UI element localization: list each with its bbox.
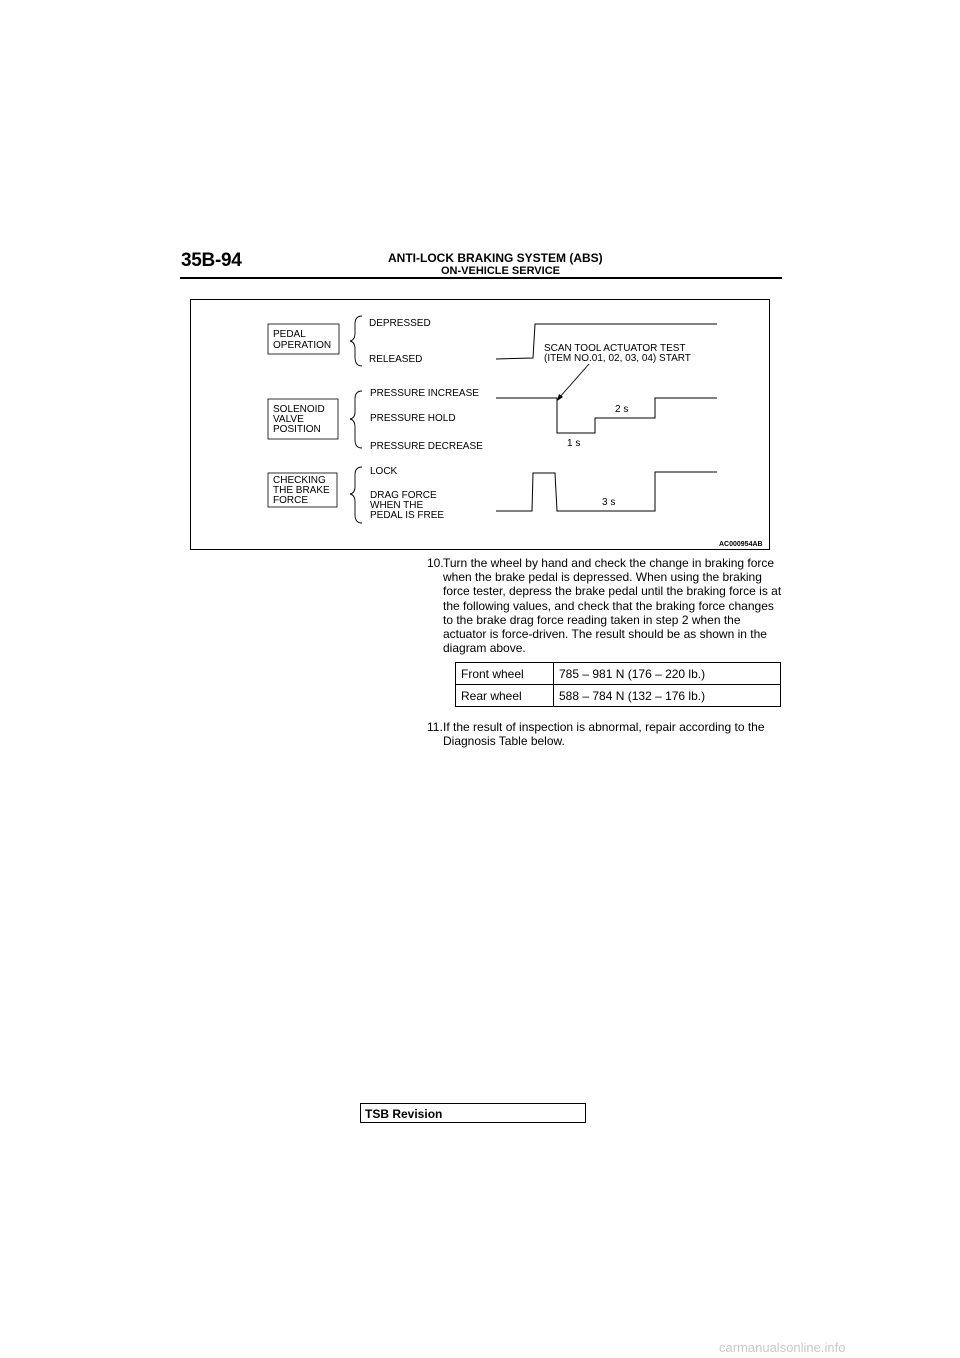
solenoid-waveform	[496, 398, 717, 433]
step-11	[427, 720, 787, 748]
step-11-number: 11.	[427, 720, 443, 734]
step-10	[427, 556, 787, 655]
state-lock: LOCK	[370, 466, 398, 477]
timing-diagram	[190, 299, 770, 550]
watermark[interactable]: carmanualsonline.info	[719, 1340, 846, 1355]
state-drag-force-line3: PEDAL IS FREE	[370, 510, 445, 521]
table-row	[456, 663, 781, 685]
row1-brace	[350, 316, 362, 366]
tsb-revision-box: TSB Revision	[360, 1103, 586, 1123]
braking-force-table	[455, 662, 781, 707]
timing-diagram-svg	[191, 300, 771, 551]
state-depressed: DEPRESSED	[369, 318, 431, 329]
state-pressure-hold: PRESSURE HOLD	[370, 413, 456, 424]
row3-label-line3: FORCE	[273, 495, 308, 506]
row2-label-line2: VALVE	[273, 414, 304, 425]
row3-label-line2: THE BRAKE	[273, 485, 330, 496]
timing-2s: 2 s	[615, 404, 629, 415]
row2-label-line1: SOLENOID	[273, 404, 325, 415]
callout-line2: (ITEM NO.01, 02, 03, 04) START	[544, 353, 691, 364]
step-11-text: If the result of inspection is abnormal, repair according to the Diagnosis Table below.	[443, 720, 765, 749]
timing-3s: 3 s	[602, 497, 616, 508]
page-number: 35B-94	[181, 250, 242, 271]
state-drag-force-line1: DRAG FORCE	[370, 490, 437, 501]
row2-label-line3: POSITION	[273, 424, 321, 435]
row3-brace	[350, 467, 362, 523]
step-10-number: 10.	[427, 556, 444, 570]
section-subtitle: ON-VEHICLE SERVICE	[441, 265, 560, 277]
callout-arrow-line	[559, 364, 589, 398]
row1-label-line2: OPERATION	[273, 340, 332, 351]
rear-wheel-label: Rear wheel	[456, 685, 554, 707]
table-row	[456, 685, 781, 707]
step-10-text: Turn the wheel by hand and check the change in braking force when the brake pedal is depressed. When using the braking force tester, depress the brake pedal until the braking force is at the following values, and check that the braking force changes to the brake drag force reading taken in step 2 when the actuator is force-driven. The result should be as shown in the diagram above.	[443, 556, 782, 656]
front-wheel-label: Front wheel	[456, 663, 554, 685]
header-rule	[180, 277, 782, 279]
front-wheel-value: 785 – 981 N (176 – 220 lb.)	[554, 663, 781, 685]
section-title: ANTI-LOCK BRAKING SYSTEM (ABS)	[388, 251, 603, 265]
row3-label-line1: CHECKING	[273, 475, 326, 486]
row2-brace	[350, 391, 362, 448]
callout-line1: SCAN TOOL ACTUATOR TEST	[544, 343, 686, 354]
state-drag-force-line2: WHEN THE	[370, 500, 424, 511]
state-pressure-increase: PRESSURE INCREASE	[370, 388, 479, 399]
rear-wheel-value: 588 – 784 N (132 – 176 lb.)	[554, 685, 781, 707]
row1-label-line1: PEDAL	[273, 329, 306, 340]
state-released: RELEASED	[369, 354, 423, 365]
state-pressure-decrease: PRESSURE DECREASE	[370, 441, 483, 452]
timing-1s: 1 s	[567, 438, 581, 449]
figure-code: AC000954AB	[719, 541, 763, 548]
